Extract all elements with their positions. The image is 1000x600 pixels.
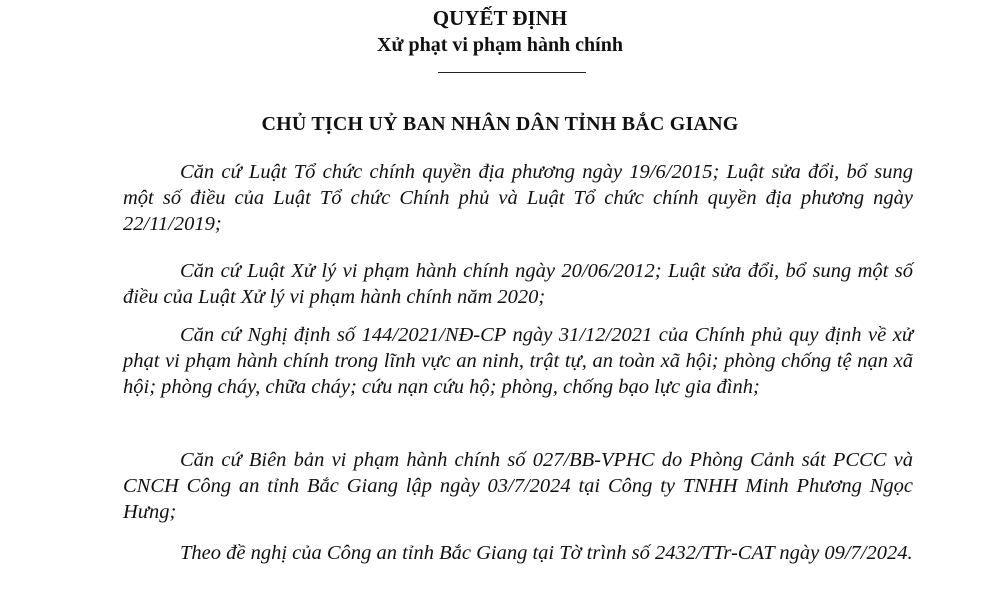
document-title: QUYẾT ĐỊNH: [432, 6, 568, 30]
legal-basis-paragraph: Căn cứ Biên bản vi phạm hành chính số 027/BB-VPHC do Phòng Cảnh sát PCCC và CNCH Công an tỉnh Bắc Giang lập ngày 03/7/2024 tại Công ty TNHH Minh Phương Ngọc Hưng;: [123, 449, 913, 523]
legal-basis-paragraph: Căn cứ Luật Tổ chức chính quyền địa phương ngày 19/6/2015; Luật sửa đổi, bổ sung một số điều của Luật Tổ chức Chính phủ và Luật Tổ chức chính quyền địa phương ngày 22/11/2019;: [123, 161, 913, 235]
issuing-authority: CHỦ TỊCH UỶ BAN NHÂN DÂN TỈNH BẮC GIANG: [261, 113, 739, 135]
document-subtitle: Xử phạt vi phạm hành chính: [377, 34, 623, 56]
legal-basis-paragraph: Căn cứ Luật Xử lý vi phạm hành chính ngày 20/06/2012; Luật sửa đổi, bổ sung một số điều của Luật Xử lý vi phạm hành chính năm 2020;: [123, 260, 913, 308]
proposal-paragraph: Theo đề nghị của Công an tỉnh Bắc Giang tại Tờ trình số 2432/TTr-CAT ngày 09/7/2024.: [180, 542, 913, 564]
legal-basis-paragraph: Căn cứ Nghị định số 144/2021/NĐ-CP ngày 31/12/2021 của Chính phủ quy định về xử phạt vi phạm hành chính trong lĩnh vực an ninh, trật tự, an toàn xã hội; phòng chống tệ nạn xã hội; phòng cháy, chữa cháy; cứu nạn cứu hộ; phòng, chống bạo lực gia đình;: [123, 324, 913, 398]
title-divider: [438, 72, 586, 73]
